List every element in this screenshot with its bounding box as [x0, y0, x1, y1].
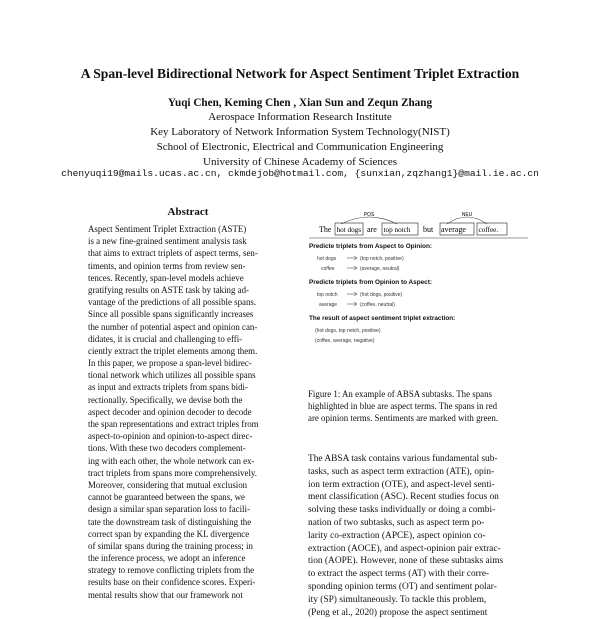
abstract-line: the inference process, we adopt an inference — [88, 553, 246, 564]
abstract-line: tences. Recently, span-level models achieve — [88, 272, 244, 283]
o2a-term-2: average — [319, 302, 338, 308]
abstract-line: ciently extract the triplet elements among them. — [88, 345, 258, 356]
abstract-line: tional network which utilizes all possible spans — [88, 370, 256, 381]
author-emails: chenyuqi19@mails.ucas.ac.cn, ckmdejob@hotmail.com, {sunxian,zqzhang1}@mail.ie.ac.cn — [61, 168, 539, 179]
word-but: but — [423, 225, 434, 234]
abstract-line: that aims to extract triplets of aspect terms, sen- — [88, 248, 258, 259]
arrow-icon — [347, 266, 357, 270]
abstract-line: tract triplets from spans more comprehensively. — [88, 467, 257, 478]
word-are: are — [367, 225, 377, 234]
abstract-line: the number of potential aspect and opinion can- — [88, 321, 258, 332]
abstract-line: the span representations and extract triples from — [88, 419, 259, 429]
body-line: tasks, such as aspect term extraction (ATE), opin- — [308, 466, 495, 477]
section-result-heading: The result of aspect sentiment triplet extraction: — [309, 315, 456, 322]
a2o-result-2: (average, neutral) — [360, 266, 400, 272]
body-line: nation of two subtasks, such as aspect term po- — [308, 517, 485, 528]
pos-label: POS — [363, 212, 375, 218]
abstract-line: correct span by expanding the KL divergence — [88, 528, 250, 539]
arrow-icon — [347, 256, 357, 260]
body-line: larity co-extraction (APCE), aspect opinion co- — [308, 530, 486, 541]
body-line: extraction (AOCE), and aspect-opinion pair extrac- — [308, 543, 501, 554]
caption-line: highlighted in blue are aspect terms. The spans in red — [308, 401, 498, 411]
abstract-line: ing with each other, the whole network can ex- — [88, 455, 255, 466]
abstract-line: tate the downstream task of distinguishing the — [88, 516, 252, 527]
caption-line: Figure 1: An example of ABSA subtasks. The spans — [308, 389, 492, 399]
a2o-term-2: coffee — [321, 266, 335, 272]
o2a-result-1: (hot dogs, positive) — [360, 292, 403, 298]
word-top-notch: top notch — [383, 226, 411, 234]
affiliation-university: University of Chinese Academy of Sciences — [203, 156, 397, 168]
arrow-icon — [347, 302, 357, 306]
caption-line: are opinion terms. Sentiments are marked with green. — [308, 413, 499, 423]
abstract-line: strategy to remove conflicting triplets from the — [88, 565, 255, 576]
result-triplet-1: (hot dogs, top notch, positive) — [315, 328, 381, 334]
body-line: (Peng et al., 2020) propose the aspect sentiment — [308, 607, 488, 618]
abstract-line: as input and extracts triplets from spans bidi- — [88, 382, 248, 393]
abstract-line: aspect decoder and opinion decoder to decode — [88, 406, 252, 417]
abstract-line: cannot be guaranteed between the spans, we — [88, 492, 245, 503]
o2a-term-1: top notch — [317, 292, 338, 298]
abstract-heading: Abstract — [167, 206, 209, 218]
body-line: tion (AOPE). However, none of these subtasks aims — [308, 556, 504, 567]
figure-caption — [308, 388, 532, 424]
intro-body — [308, 453, 533, 619]
body-line: The ABSA task contains various fundamental sub- — [308, 454, 498, 464]
body-line: sponding opinion terms (OT) and sentiment polar- — [308, 581, 497, 592]
abstract-line: of similar spans during the training process; in — [88, 540, 253, 551]
body-line: ion term extraction (OTE), and aspect-level senti- — [308, 479, 495, 490]
o2a-result-2: (coffee, neutral) — [360, 302, 395, 308]
body-line: solving these tasks individually or doing a combi- — [308, 505, 496, 516]
abstract-line: is a new fine-grained sentiment analysis task — [88, 236, 247, 247]
abstract-line: didates, it is crucial and challenging to effi- — [88, 333, 243, 344]
abstract-line: gratifying results on ASTE task by taking ad- — [88, 284, 249, 295]
affiliation-institute: Aerospace Information Research Institute — [208, 111, 392, 123]
abstract-line: Moreover, considering that mutual exclusion — [88, 479, 248, 490]
abstract-line: In this paper, we propose a span-level bidirec- — [88, 358, 252, 369]
body-line: to extract the aspect terms (AT) with their corre- — [308, 569, 490, 580]
arrow-icon — [347, 292, 357, 296]
abstract-line: mental results show that our framework not — [88, 589, 243, 600]
word-the: The — [319, 225, 332, 234]
abstract-line: design a similar span separation loss to facili- — [88, 504, 250, 515]
abstract-line: Since all possible spans significantly increases — [88, 309, 254, 320]
result-triplet-2: (coffee, average, negative) — [315, 338, 375, 344]
abstract-line: aspect-to-opinion and opinion-to-aspect direc- — [88, 431, 253, 442]
abstract-line: Aspect Sentiment Triplet Extraction (ASTE) — [88, 224, 247, 234]
abstract-line: results base on their confidence scores. Experi- — [88, 577, 256, 588]
abstract-line: timents, and opinion terms from review sen- — [88, 260, 246, 271]
a2o-result-1: (top notch, positive) — [360, 256, 404, 262]
neu-label: NEU — [461, 212, 473, 218]
paper-title: A Span-level Bidirectional Network for Aspect Sentiment Triplet Extraction — [80, 66, 520, 81]
body-line: ment classification (ASC). Recent studies focus on — [308, 492, 499, 503]
figure-diagram — [305, 210, 532, 378]
abstract-line: tions. With these two decoders complement- — [88, 443, 246, 454]
body-line: ity (SP) simultaneously. To tackle this problem, — [308, 594, 487, 605]
abstract-body — [88, 223, 288, 601]
figure-1 — [305, 210, 532, 378]
a2o-term-1: hot dogs — [317, 256, 337, 262]
section-aspect-to-opinion-heading: Predicte triplets from Aspect to Opinion: — [309, 243, 432, 250]
author-list: Yuqi Chen, Keming Chen , Xian Sun and Zequn Zhang — [167, 97, 433, 109]
word-hot-dogs: hot dogs — [336, 226, 362, 234]
abstract-line: vantage of the predictions of all possible spans. — [88, 297, 257, 308]
affiliation-school: School of Electronic, Electrical and Communication Engineering — [156, 141, 444, 153]
abstract-line: rectionally. Specifically, we devise both the — [88, 394, 243, 405]
word-average: average — [441, 225, 466, 234]
section-opinion-to-aspect-heading: Predicte triplets from Opinion to Aspect: — [309, 279, 432, 286]
affiliation-laboratory: Key Laboratory of Network Information System Technology(NIST) — [150, 126, 450, 138]
word-coffee: coffee. — [478, 226, 499, 234]
